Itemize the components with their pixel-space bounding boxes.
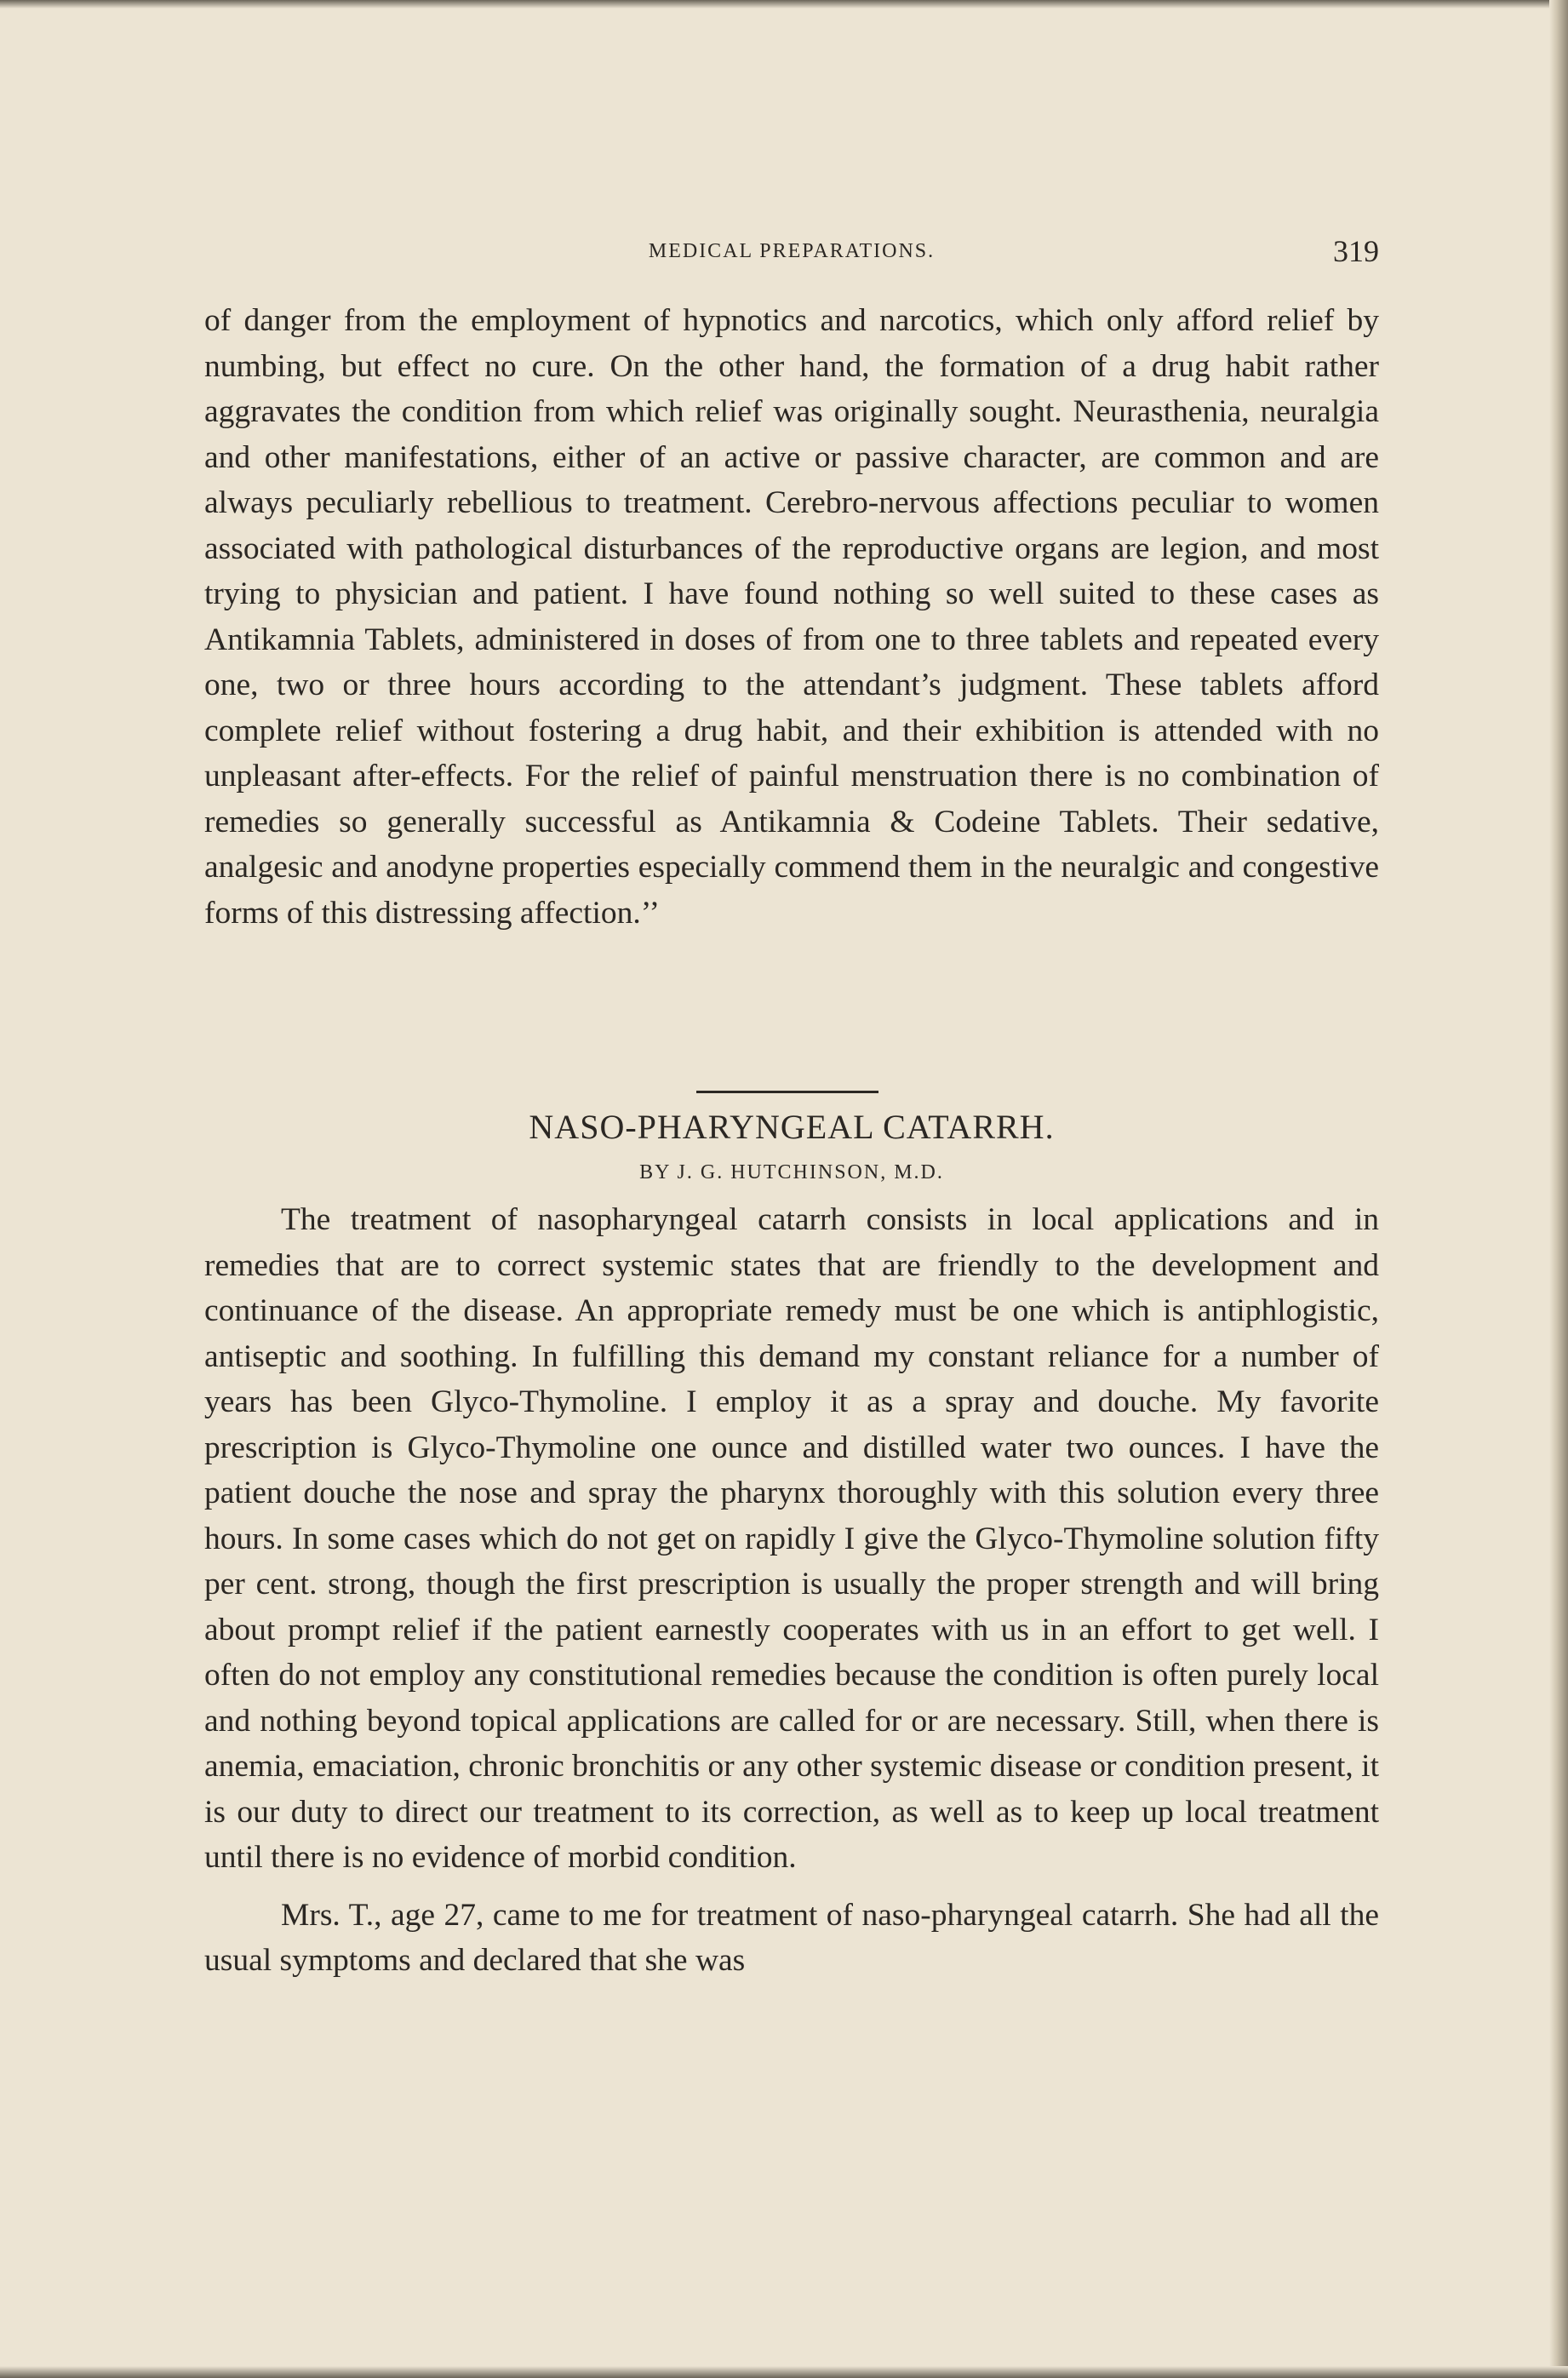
page-bottom-edge — [0, 2366, 1568, 2378]
page-number: 319 — [1333, 234, 1379, 268]
running-head: MEDICAL PREPARATIONS. — [648, 240, 936, 262]
article-paragraph-1: The treatment of nasopharyngeal catarrh consists in local applications and in remedies that are to correct systemic states that are friendly to the development and continuance of the disease. An appropriate remedy must be one which is antiphlogistic, antiseptic and soothing. In fulfilling this demand my constant reliance for a number of years has been Glyco-Thymoline. I employ it as a spray and douche. My favorite prescription is Glyco-Thymoline one ounce and distilled water two ounces. I have the patient douche the nose and spray the pharynx thoroughly with this solution every three hours. In some cases which do not get on rapidly I give the Glyco-Thymoline solution fifty per cent. strong, though the first prescription is usually the proper strength and will bring about prompt relief if the patient earnestly cooperates with us in an effort to get well. I often do not employ any constitutional remedies because the condition is often purely local and nothing beyond topical applications are called for or are necessary. Still, when there is anemia, emaciation, chronic bronchitis or any other systemic disease or condition present, it is our duty to direct our treatment to its correction, as well as to keep up local treatment until there is no evidence of morbid condition. — [204, 1202, 1379, 1875]
article-title: NASO-PHARYNGEAL CATARRH. — [529, 1108, 1055, 1146]
page-header — [204, 230, 1379, 281]
article-byline: BY J. G. HUTCHINSON, M.D. — [639, 1161, 944, 1183]
page-binding-edge — [1549, 0, 1568, 2378]
article-paragraph-2: Mrs. T., age 27, came to me for treatment of naso-pharyngeal catarrh. She had all the usual symptoms and declared that she was — [204, 1897, 1379, 1978]
article-body — [204, 1197, 1379, 1984]
continued-paragraph: of danger from the employment of hypnotics and narcotics, which only afford relief by numbing, but effect no cure. On the other hand, the formation of a drug habit rather aggravates the condition from which relief was originally sought. Neurasthenia, neuralgia and other manifestations, either of an active or passive character, are common and are always peculiarly rebellious to treatment. Cerebro-nervous affections peculiar to women associated with pathological disturbances of the reproductive organs are legion, and most trying to physician and patient. I have found nothing so well suited to these cases as Antikamnia Tablets, administered in doses of from one to three tablets and repeated every one, two or three hours according to the attendant’s judgment. These tablets afford complete relief without fostering a drug habit, and their exhibition is attended with no unpleasant after-effects. For the relief of painful menstruation there is no combination of remedies so generally successful as Antikamnia & Codeine Tablets. Their sedative, analgesic and anodyne properties especially commend them in the neuralgic and congestive forms of this distressing affection.’’ — [204, 303, 1379, 931]
section-divider — [696, 1091, 878, 1093]
continued-paragraph-block — [204, 298, 1379, 936]
page-top-edge — [0, 0, 1568, 9]
